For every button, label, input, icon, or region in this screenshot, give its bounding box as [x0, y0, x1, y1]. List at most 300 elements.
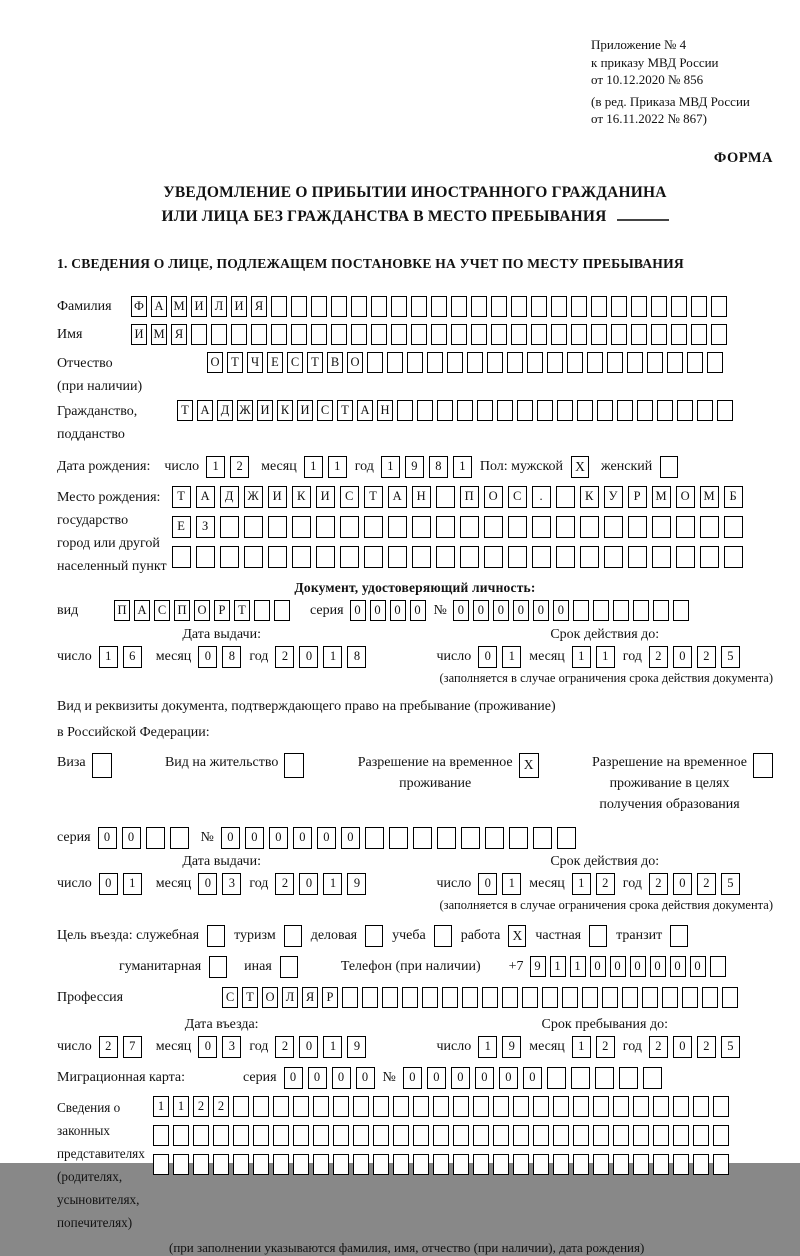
char-cell[interactable]: 0	[493, 600, 509, 621]
char-cell[interactable]: И	[231, 296, 247, 317]
char-cell[interactable]: 0	[269, 827, 288, 849]
char-cell[interactable]: 2	[275, 1036, 294, 1058]
char-cell[interactable]: 0	[478, 873, 497, 895]
char-cell[interactable]	[213, 1154, 229, 1175]
char-cell[interactable]: М	[700, 486, 719, 508]
char-cell[interactable]	[244, 546, 263, 568]
char-cell[interactable]	[316, 516, 335, 538]
char-cell[interactable]: О	[676, 486, 695, 508]
char-cell[interactable]: 0	[299, 873, 318, 895]
char-cell[interactable]: 1	[323, 1036, 342, 1058]
char-cell[interactable]	[433, 1154, 449, 1175]
char-cell[interactable]	[313, 1096, 329, 1117]
char-cell[interactable]	[551, 296, 567, 317]
char-cell[interactable]	[713, 1154, 729, 1175]
char-cell[interactable]	[613, 1096, 629, 1117]
char-cell[interactable]	[193, 1125, 209, 1146]
purpose-study-checkbox[interactable]	[434, 925, 452, 947]
char-cell[interactable]	[633, 1096, 649, 1117]
char-cell[interactable]: 0	[122, 827, 141, 849]
char-cell[interactable]	[233, 1096, 249, 1117]
char-cell[interactable]	[447, 352, 463, 373]
char-cell[interactable]	[193, 1154, 209, 1175]
char-cell[interactable]	[637, 400, 653, 421]
char-cell[interactable]	[613, 1125, 629, 1146]
char-cell[interactable]	[313, 1154, 329, 1175]
char-cell[interactable]	[253, 1125, 269, 1146]
char-cell[interactable]: И	[191, 296, 207, 317]
char-cell[interactable]	[484, 546, 503, 568]
char-cell[interactable]: 1	[572, 646, 591, 668]
char-cell[interactable]	[556, 546, 575, 568]
char-cell[interactable]	[553, 1096, 569, 1117]
char-cell[interactable]: 0	[590, 956, 606, 977]
char-cell[interactable]	[697, 400, 713, 421]
char-cell[interactable]	[653, 1125, 669, 1146]
char-cell[interactable]	[413, 1125, 429, 1146]
purpose-business-checkbox[interactable]	[365, 925, 383, 947]
char-cell[interactable]	[691, 296, 707, 317]
char-cell[interactable]: Е	[267, 352, 283, 373]
char-cell[interactable]	[293, 1096, 309, 1117]
char-cell[interactable]	[351, 296, 367, 317]
char-cell[interactable]	[511, 324, 527, 345]
char-cell[interactable]	[482, 987, 498, 1008]
char-cell[interactable]	[431, 324, 447, 345]
char-cell[interactable]	[484, 516, 503, 538]
char-cell[interactable]: С	[317, 400, 333, 421]
char-cell[interactable]	[342, 987, 358, 1008]
char-cell[interactable]	[473, 1096, 489, 1117]
char-cell[interactable]	[233, 1154, 249, 1175]
char-cell[interactable]	[571, 324, 587, 345]
char-cell[interactable]: 2	[697, 873, 716, 895]
purpose-work-checkbox[interactable]: X	[508, 925, 526, 947]
purpose-transit-checkbox[interactable]	[670, 925, 688, 947]
char-cell[interactable]: 0	[198, 873, 217, 895]
char-cell[interactable]: О	[262, 987, 278, 1008]
purpose-humanitarian-checkbox[interactable]	[209, 956, 227, 978]
char-cell[interactable]: 5	[721, 646, 740, 668]
char-cell[interactable]: 0	[610, 956, 626, 977]
char-cell[interactable]	[662, 987, 678, 1008]
char-cell[interactable]: 1	[153, 1096, 169, 1117]
char-cell[interactable]: 1	[596, 646, 615, 668]
char-cell[interactable]: 0	[410, 600, 426, 621]
char-cell[interactable]	[211, 324, 227, 345]
char-cell[interactable]	[597, 400, 613, 421]
char-cell[interactable]	[268, 516, 287, 538]
char-cell[interactable]	[633, 600, 649, 621]
char-cell[interactable]	[711, 296, 727, 317]
char-cell[interactable]	[487, 352, 503, 373]
char-cell[interactable]: С	[508, 486, 527, 508]
char-cell[interactable]: П	[460, 486, 479, 508]
char-cell[interactable]	[647, 352, 663, 373]
char-cell[interactable]: 0	[332, 1067, 351, 1089]
char-cell[interactable]	[671, 324, 687, 345]
char-cell[interactable]	[373, 1154, 389, 1175]
char-cell[interactable]	[364, 516, 383, 538]
char-cell[interactable]	[311, 296, 327, 317]
char-cell[interactable]: А	[134, 600, 150, 621]
char-cell[interactable]: 8	[429, 456, 448, 478]
char-cell[interactable]	[676, 546, 695, 568]
char-cell[interactable]	[593, 1096, 609, 1117]
char-cell[interactable]: 9	[347, 873, 366, 895]
char-cell[interactable]	[365, 827, 384, 849]
char-cell[interactable]: 0	[370, 600, 386, 621]
char-cell[interactable]: Л	[282, 987, 298, 1008]
char-cell[interactable]	[533, 1125, 549, 1146]
char-cell[interactable]	[717, 400, 733, 421]
char-cell[interactable]	[413, 1154, 429, 1175]
char-cell[interactable]	[233, 1125, 249, 1146]
char-cell[interactable]: З	[196, 516, 215, 538]
char-cell[interactable]	[682, 987, 698, 1008]
char-cell[interactable]	[353, 1154, 369, 1175]
char-cell[interactable]: 0	[499, 1067, 518, 1089]
char-cell[interactable]: 9	[502, 1036, 521, 1058]
char-cell[interactable]: 0	[533, 600, 549, 621]
char-cell[interactable]	[461, 827, 480, 849]
char-cell[interactable]	[271, 296, 287, 317]
char-cell[interactable]	[619, 1067, 638, 1089]
char-cell[interactable]	[677, 400, 693, 421]
char-cell[interactable]	[553, 1125, 569, 1146]
char-cell[interactable]: 2	[649, 646, 668, 668]
char-cell[interactable]	[442, 987, 458, 1008]
char-cell[interactable]: А	[196, 486, 215, 508]
char-cell[interactable]	[533, 1154, 549, 1175]
temp-residence-checkbox[interactable]: X	[519, 753, 539, 778]
char-cell[interactable]: 0	[513, 600, 529, 621]
char-cell[interactable]: И	[257, 400, 273, 421]
char-cell[interactable]	[362, 987, 378, 1008]
sex-male-checkbox[interactable]: X	[571, 456, 589, 478]
char-cell[interactable]	[573, 1154, 589, 1175]
purpose-private-checkbox[interactable]	[589, 925, 607, 947]
char-cell[interactable]: 8	[222, 646, 241, 668]
char-cell[interactable]: К	[277, 400, 293, 421]
char-cell[interactable]	[573, 1096, 589, 1117]
char-cell[interactable]	[388, 546, 407, 568]
char-cell[interactable]: Т	[307, 352, 323, 373]
char-cell[interactable]: 0	[673, 646, 692, 668]
char-cell[interactable]	[340, 546, 359, 568]
char-cell[interactable]	[611, 296, 627, 317]
char-cell[interactable]	[551, 324, 567, 345]
char-cell[interactable]	[595, 1067, 614, 1089]
char-cell[interactable]	[557, 827, 576, 849]
char-cell[interactable]: 6	[123, 646, 142, 668]
char-cell[interactable]: 1	[453, 456, 472, 478]
char-cell[interactable]: 0	[673, 1036, 692, 1058]
char-cell[interactable]	[573, 600, 589, 621]
char-cell[interactable]	[271, 324, 287, 345]
char-cell[interactable]: 1	[304, 456, 323, 478]
char-cell[interactable]	[511, 296, 527, 317]
char-cell[interactable]	[653, 600, 669, 621]
char-cell[interactable]: 2	[99, 1036, 118, 1058]
char-cell[interactable]: С	[222, 987, 238, 1008]
char-cell[interactable]: М	[151, 324, 167, 345]
char-cell[interactable]: А	[357, 400, 373, 421]
char-cell[interactable]	[460, 516, 479, 538]
char-cell[interactable]	[556, 486, 575, 508]
char-cell[interactable]	[231, 324, 247, 345]
char-cell[interactable]	[457, 400, 473, 421]
char-cell[interactable]	[691, 324, 707, 345]
char-cell[interactable]	[676, 516, 695, 538]
char-cell[interactable]: 0	[690, 956, 706, 977]
char-cell[interactable]: 1	[381, 456, 400, 478]
char-cell[interactable]	[460, 546, 479, 568]
char-cell[interactable]	[653, 1096, 669, 1117]
char-cell[interactable]	[313, 1125, 329, 1146]
char-cell[interactable]: 2	[596, 873, 615, 895]
char-cell[interactable]: С	[154, 600, 170, 621]
char-cell[interactable]	[436, 516, 455, 538]
char-cell[interactable]	[531, 296, 547, 317]
char-cell[interactable]	[582, 987, 598, 1008]
char-cell[interactable]	[436, 546, 455, 568]
char-cell[interactable]	[191, 324, 207, 345]
char-cell[interactable]: 1	[572, 1036, 591, 1058]
char-cell[interactable]: Р	[214, 600, 230, 621]
char-cell[interactable]: 1	[550, 956, 566, 977]
char-cell[interactable]	[571, 1067, 590, 1089]
char-cell[interactable]	[471, 296, 487, 317]
char-cell[interactable]: Ф	[131, 296, 147, 317]
char-cell[interactable]	[542, 987, 558, 1008]
char-cell[interactable]: 9	[405, 456, 424, 478]
char-cell[interactable]: 8	[347, 646, 366, 668]
char-cell[interactable]	[273, 1125, 289, 1146]
char-cell[interactable]	[153, 1154, 169, 1175]
char-cell[interactable]: 1	[323, 873, 342, 895]
char-cell[interactable]: 1	[173, 1096, 189, 1117]
char-cell[interactable]: 0	[473, 600, 489, 621]
char-cell[interactable]	[593, 600, 609, 621]
char-cell[interactable]: 7	[123, 1036, 142, 1058]
char-cell[interactable]	[517, 400, 533, 421]
char-cell[interactable]	[427, 352, 443, 373]
char-cell[interactable]	[628, 516, 647, 538]
char-cell[interactable]	[367, 352, 383, 373]
char-cell[interactable]	[196, 546, 215, 568]
char-cell[interactable]: 0	[98, 827, 117, 849]
char-cell[interactable]: 0	[284, 1067, 303, 1089]
char-cell[interactable]	[333, 1125, 349, 1146]
char-cell[interactable]	[613, 600, 629, 621]
char-cell[interactable]	[467, 352, 483, 373]
char-cell[interactable]: 2	[649, 873, 668, 895]
char-cell[interactable]: К	[580, 486, 599, 508]
char-cell[interactable]	[220, 546, 239, 568]
char-cell[interactable]: Я	[171, 324, 187, 345]
char-cell[interactable]	[613, 1154, 629, 1175]
char-cell[interactable]	[713, 1125, 729, 1146]
char-cell[interactable]: 3	[222, 873, 241, 895]
char-cell[interactable]	[393, 1125, 409, 1146]
char-cell[interactable]: А	[388, 486, 407, 508]
char-cell[interactable]: А	[151, 296, 167, 317]
char-cell[interactable]	[433, 1096, 449, 1117]
char-cell[interactable]: 0	[478, 646, 497, 668]
char-cell[interactable]	[627, 352, 643, 373]
char-cell[interactable]	[533, 827, 552, 849]
char-cell[interactable]: Ж	[244, 486, 263, 508]
char-cell[interactable]: 0	[341, 827, 360, 849]
char-cell[interactable]	[591, 324, 607, 345]
char-cell[interactable]: 1	[328, 456, 347, 478]
char-cell[interactable]: С	[340, 486, 359, 508]
char-cell[interactable]: Т	[364, 486, 383, 508]
char-cell[interactable]	[532, 516, 551, 538]
char-cell[interactable]	[673, 1125, 689, 1146]
purpose-official-checkbox[interactable]	[207, 925, 225, 947]
char-cell[interactable]	[553, 1154, 569, 1175]
char-cell[interactable]: П	[114, 600, 130, 621]
char-cell[interactable]: С	[287, 352, 303, 373]
char-cell[interactable]: О	[484, 486, 503, 508]
char-cell[interactable]: 1	[123, 873, 142, 895]
char-cell[interactable]	[631, 296, 647, 317]
char-cell[interactable]	[577, 400, 593, 421]
char-cell[interactable]	[593, 1125, 609, 1146]
char-cell[interactable]: 0	[427, 1067, 446, 1089]
char-cell[interactable]	[291, 324, 307, 345]
char-cell[interactable]	[340, 516, 359, 538]
char-cell[interactable]	[373, 1125, 389, 1146]
sex-female-checkbox[interactable]	[660, 456, 678, 478]
char-cell[interactable]	[273, 1154, 289, 1175]
char-cell[interactable]	[713, 1096, 729, 1117]
char-cell[interactable]	[393, 1154, 409, 1175]
char-cell[interactable]	[653, 1154, 669, 1175]
char-cell[interactable]	[633, 1125, 649, 1146]
char-cell[interactable]	[652, 516, 671, 538]
char-cell[interactable]: И	[316, 486, 335, 508]
char-cell[interactable]: 0	[475, 1067, 494, 1089]
char-cell[interactable]	[373, 1096, 389, 1117]
char-cell[interactable]	[667, 352, 683, 373]
char-cell[interactable]	[453, 1154, 469, 1175]
char-cell[interactable]	[393, 1096, 409, 1117]
char-cell[interactable]	[673, 1096, 689, 1117]
char-cell[interactable]	[522, 987, 538, 1008]
char-cell[interactable]	[513, 1154, 529, 1175]
char-cell[interactable]: 0	[221, 827, 240, 849]
char-cell[interactable]: 0	[350, 600, 366, 621]
char-cell[interactable]	[651, 324, 667, 345]
char-cell[interactable]	[622, 987, 638, 1008]
char-cell[interactable]: Б	[724, 486, 743, 508]
char-cell[interactable]	[388, 516, 407, 538]
char-cell[interactable]	[562, 987, 578, 1008]
char-cell[interactable]	[412, 516, 431, 538]
char-cell[interactable]	[333, 1096, 349, 1117]
char-cell[interactable]: Т	[177, 400, 193, 421]
char-cell[interactable]	[437, 827, 456, 849]
char-cell[interactable]	[527, 352, 543, 373]
char-cell[interactable]	[382, 987, 398, 1008]
char-cell[interactable]: 3	[222, 1036, 241, 1058]
char-cell[interactable]: 0	[650, 956, 666, 977]
char-cell[interactable]	[292, 516, 311, 538]
char-cell[interactable]: Р	[628, 486, 647, 508]
char-cell[interactable]: Н	[377, 400, 393, 421]
char-cell[interactable]	[491, 296, 507, 317]
char-cell[interactable]	[172, 546, 191, 568]
char-cell[interactable]	[604, 546, 623, 568]
char-cell[interactable]: 0	[299, 1036, 318, 1058]
char-cell[interactable]	[292, 546, 311, 568]
char-cell[interactable]	[451, 324, 467, 345]
char-cell[interactable]: Т	[172, 486, 191, 508]
char-cell[interactable]: 5	[721, 873, 740, 895]
char-cell[interactable]	[533, 1096, 549, 1117]
char-cell[interactable]	[493, 1154, 509, 1175]
char-cell[interactable]	[402, 987, 418, 1008]
char-cell[interactable]	[407, 352, 423, 373]
char-cell[interactable]	[617, 400, 633, 421]
char-cell[interactable]	[602, 987, 618, 1008]
char-cell[interactable]	[331, 296, 347, 317]
char-cell[interactable]	[580, 546, 599, 568]
char-cell[interactable]	[547, 352, 563, 373]
char-cell[interactable]	[700, 546, 719, 568]
char-cell[interactable]	[673, 600, 689, 621]
residence-permit-checkbox[interactable]	[284, 753, 304, 778]
char-cell[interactable]: Т	[227, 352, 243, 373]
char-cell[interactable]	[700, 516, 719, 538]
char-cell[interactable]: 0	[390, 600, 406, 621]
char-cell[interactable]	[628, 546, 647, 568]
char-cell[interactable]	[253, 1096, 269, 1117]
visa-checkbox[interactable]	[92, 753, 112, 778]
char-cell[interactable]: А	[197, 400, 213, 421]
char-cell[interactable]: 2	[275, 646, 294, 668]
char-cell[interactable]	[485, 827, 504, 849]
char-cell[interactable]: О	[207, 352, 223, 373]
char-cell[interactable]: 9	[347, 1036, 366, 1058]
char-cell[interactable]: 0	[99, 873, 118, 895]
char-cell[interactable]: 0	[317, 827, 336, 849]
char-cell[interactable]: П	[174, 600, 190, 621]
char-cell[interactable]	[431, 296, 447, 317]
char-cell[interactable]: 1	[99, 646, 118, 668]
char-cell[interactable]	[532, 546, 551, 568]
char-cell[interactable]	[397, 400, 413, 421]
char-cell[interactable]: 5	[721, 1036, 740, 1058]
char-cell[interactable]: М	[171, 296, 187, 317]
char-cell[interactable]	[513, 1096, 529, 1117]
char-cell[interactable]	[611, 324, 627, 345]
char-cell[interactable]	[391, 324, 407, 345]
purpose-tourism-checkbox[interactable]	[284, 925, 302, 947]
char-cell[interactable]	[333, 1154, 349, 1175]
char-cell[interactable]	[631, 324, 647, 345]
char-cell[interactable]	[251, 324, 267, 345]
char-cell[interactable]	[652, 546, 671, 568]
char-cell[interactable]	[502, 987, 518, 1008]
char-cell[interactable]	[537, 400, 553, 421]
char-cell[interactable]	[170, 827, 189, 849]
char-cell[interactable]	[707, 352, 723, 373]
char-cell[interactable]: 0	[293, 827, 312, 849]
